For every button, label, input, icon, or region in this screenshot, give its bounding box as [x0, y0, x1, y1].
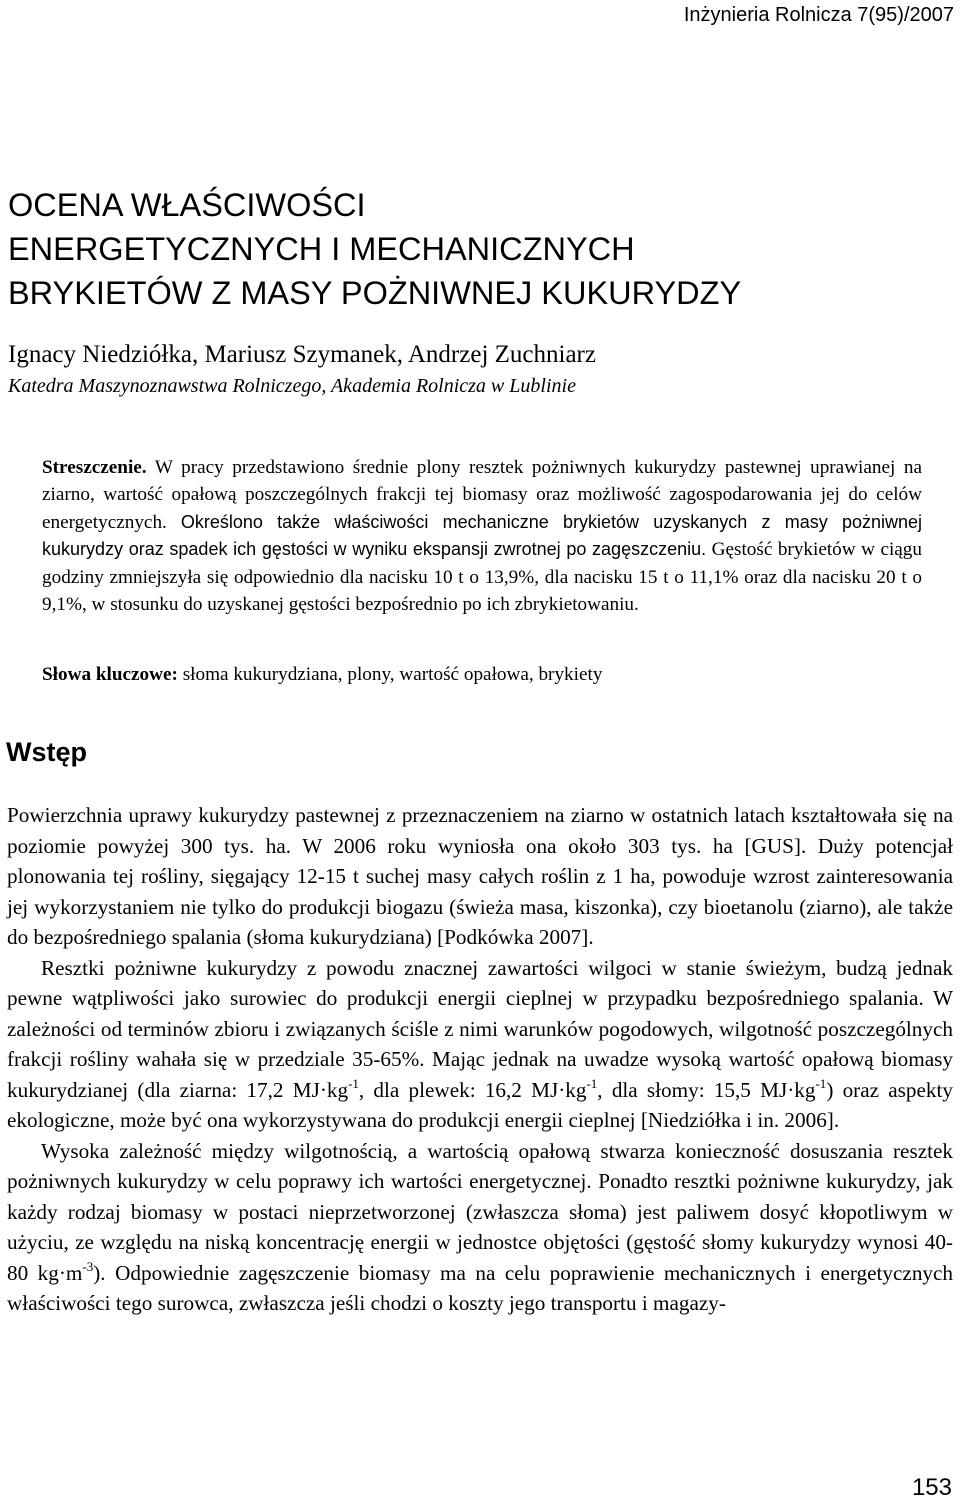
paragraph-2-part-d: ) oraz aspekty ekologiczne, może być ona wykorzystywana do produkcji energii cieplnej [Niedziółka i in. 2006].: [7, 1077, 953, 1132]
abstract-label: Streszczenie.: [42, 457, 147, 478]
paragraph-2-part-c: , dla słomy: 15,5 MJ·kg: [597, 1077, 816, 1102]
exponent: -1: [815, 1075, 827, 1091]
exponent: -1: [586, 1075, 598, 1091]
author-list: Ignacy Niedziółka, Mariusz Szymanek, Andrzej Zuchniarz: [8, 341, 596, 368]
paragraph-3-part-b: ). Odpowiednie zagęszczenie biomasy ma na celu poprawienie mechanicznych i energetycznych właściwości tego surowca, zwłaszcza jeśli chodzi o koszty jego transportu i magazy-: [7, 1260, 953, 1315]
title-line-2: ENERGETYCZNYCH I MECHANICZNYCH: [8, 231, 635, 267]
abstract: [42, 454, 922, 618]
abstract-text-3: Gęstość brykietów w ciągu godziny zmniejszyła się odpowiednio dla nacisku 10 t o 13,9%, dla nacisku 15 t o 11,1% oraz dla nacisku 20 t o 9,1%, w stosunku do uzyskanej gęstości bezpośrednio po ich zbrykietowaniu.: [42, 539, 922, 616]
paragraph-3: [7, 1136, 953, 1319]
abstract-text-2: Określono także właściwości mechaniczne brykietów uzyskanych z masy pożniwnej kukurydzy oraz spadek ich gęstości w wyniku ekspansji zwrotnej po zagęszczeniu.: [42, 511, 923, 560]
keywords-label: Słowa kluczowe:: [42, 664, 178, 685]
exponent: -1: [348, 1075, 359, 1091]
paragraph-2-part-b: , dla plewek: 16,2 MJ·kg: [358, 1077, 587, 1102]
title-line-1: OCENA WŁAŚCIWOŚCI: [8, 187, 366, 223]
abstract-text-1: W pracy przedstawiono średnie plony resztek pożniwnych kukurydzy pastewnej uprawianej na ziarno, wartość opałową poszczególnych frakcji tej biomasy oraz możliwość zagospodarowania jej do celów energetycznych.: [42, 457, 923, 533]
title-line-3: BRYKIETÓW Z MASY POŻNIWNEJ KUKURYDZY: [8, 275, 742, 311]
paragraph-2-part-a: Resztki pożniwne kukurydzy z powodu znacznej zawartości wilgoci w stanie świeżym, budzą jednak pewne wątpliwości jako surowiec do produkcji energii cieplnej w przypadku bezpośredniego spalania. W zależności od terminów zbioru i związanych ściśle z nimi warunków pogodowych, wilgotność poszczególnych frakcji rośliny wahała się w przedziale 35-65%. Mając jednak na uwadze wysoką wartość opałową biomasy kukurydzianej (dla ziarna: 17,2 MJ·kg: [7, 955, 953, 1102]
page-number: 153: [911, 1474, 952, 1501]
paper-title: [8, 183, 938, 315]
keywords-text: słoma kukurydziana, plony, wartość opałowa, brykiety: [182, 664, 603, 685]
paragraph-2: [7, 953, 953, 1136]
exponent: -3: [82, 1258, 94, 1274]
section-heading: Wstęp: [6, 737, 87, 767]
body-text: [7, 800, 953, 1319]
keywords: [42, 661, 922, 688]
paragraph-1: Powierzchnia uprawy kukurydzy pastewnej z przeznaczeniem na ziarno w ostatnich latach kształtowała się na poziomie powyżej 300 tys. ha. W 2006 roku wyniosła ona około 303 tys. ha [GUS]. Duży potencjał plonowania tej rośliny, sięgający 12-15 t suchej masy całych roślin z 1 ha, powoduje wzrost zainteresowania jej wykorzystaniem nie tylko do produkcji biogazu (świeża masa, kiszonka), czy bioetanolu (ziarno), ale także do bezpośredniego spalania (słoma kukurydziana) [Podkówka 2007].: [7, 803, 953, 949]
affiliation: Katedra Maszynoznawstwa Rolniczego, Akademia Rolnicza w Lublinie: [8, 375, 576, 397]
journal-header: Inżynieria Rolnicza 7(95)/2007: [683, 4, 954, 26]
paragraph-3-part-a: Wysoka zależność między wilgotnością, a wartością opałową stwarza konieczność dosuszania resztek pożniwnych kukurydzy w celu poprawy ich wartości energetycznej. Ponadto resztki pożniwne kukurydzy, jak każdy rodzaj biomasy w postaci nieprzetworzonej (zwłaszcza słoma) jest paliwem dosyć kłopotliwym w użyciu, ze względu na niską koncentrację energii w jednostce objętości (gęstość słomy kukurydzy wynosi 40-80 kg·m: [7, 1138, 953, 1285]
